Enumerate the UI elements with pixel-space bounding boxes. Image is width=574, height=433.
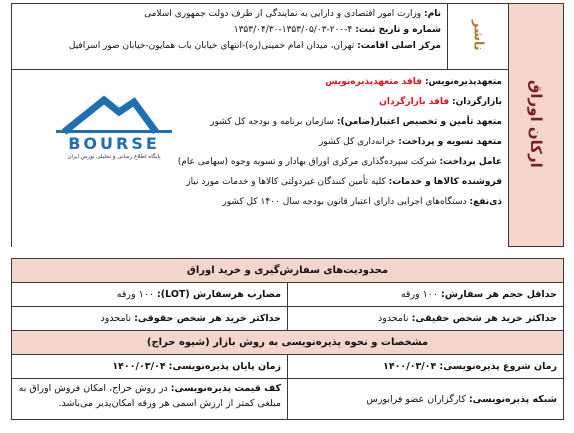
issuer-name-value: وزارت امور اقتصادی و دارایی به نمایندگی از طرف دولت جمهوری اسلامی — [144, 9, 422, 19]
seller-label: فروشنده کالاها و خدمات: — [388, 177, 502, 187]
max-legal-label: حداکثر خرید هر شخص حقوقی: — [134, 313, 281, 324]
issuer-reg-label: شماره و تاریخ ثبت: — [355, 25, 441, 35]
lot-cell — [12, 283, 288, 307]
limits-table — [11, 258, 564, 420]
floor-value: در روش حراج، امکان فروش اوراق به مبلغی کمتر از ارزش اسمی هر ورقه امکان‌پذیر می‌باشد. — [18, 383, 281, 409]
issuer-hq-label: مرکز اصلی اقامت: — [357, 41, 441, 51]
issuer-hq-value: تهران، میدان امام خمینی(ره)-انتهای خیابان باب همایون-خیابان صور اسرافیل — [68, 41, 355, 51]
guarantor-value: سازمان برنامه و بودجه کل کشور — [210, 117, 335, 127]
beneficiary-value: دستگاه‌های اجرایی دارای اعتبار قانون بودجه سال ۱۴۰۰ کل کشور — [222, 197, 467, 207]
end-value: ۱۴۰۰/۰۳/۰۴ — [112, 361, 166, 372]
agent-value: شرکت سپرده‌گذاری مرکزی اوراق بهادار و تسویه وجوه (سهامی عام) — [177, 157, 437, 167]
beneficiary-label: ذی‌نفع: — [469, 197, 502, 207]
lot-value: ۱۰۰ ورقه — [116, 289, 154, 300]
max-real-value: نامحدود — [377, 313, 409, 324]
start-cell — [288, 355, 564, 379]
network-value: کارگزاران عضو فرابورس — [366, 393, 466, 405]
max-real-cell — [288, 307, 564, 331]
elements-side-cell — [509, 4, 564, 247]
start-label: زمان شروع پذیره‌نویسی: — [439, 361, 557, 372]
logo-caption: پایگاه اطلاع رسانی و تحلیلی بورس ایران — [67, 154, 161, 160]
settlement-value: خزانه‌داری کل کشور — [318, 137, 396, 147]
bourse-logo — [44, 92, 184, 160]
issuer-reg-value: ۴-۲۰۰-۱۳۵۳/۰۵/۰۳-۱۳۵۳/۰۴/۳۰ — [233, 25, 353, 35]
lot-label: مضارب هرسفارش (LOT): — [156, 289, 281, 300]
min-order-value: ۱۰۰ ورقه — [400, 289, 438, 300]
max-legal-value: نامحدود — [100, 313, 132, 324]
marketmaker-label: بازارگردان: — [451, 97, 502, 107]
end-label: زمان پایان پذیره‌نویسی: — [168, 361, 281, 372]
bourse-logo-mark — [44, 92, 184, 160]
floor-label: کف قیمت پذیره‌نویسی: — [170, 383, 281, 394]
guarantor-label: متعهد تأمین و تخصیص اعتبار(ضامن): — [336, 117, 502, 127]
network-label: شبکه پذیره‌نویسی: — [468, 393, 557, 405]
issuer-side-cell — [448, 4, 509, 70]
logo-wordmark: BOURSE — [68, 134, 160, 153]
elements-side-label: ارکان اوراق — [527, 79, 545, 168]
limits-header: محدودیت‌های سفارش‌گیری و خرید اوراق — [12, 259, 564, 283]
min-order-label: حداقل حجم هر سفارش: — [441, 289, 557, 300]
min-order-cell — [288, 283, 564, 307]
end-cell — [12, 355, 288, 379]
settlement-label: متعهد تسویه و پرداخت: — [398, 137, 502, 147]
start-value: ۱۴۰۰/۰۳/۰۴ — [383, 361, 437, 372]
issuer-name-label: نام: — [424, 9, 441, 19]
issuer-side-label: ناشر — [470, 19, 486, 51]
max-real-label: حداکثر خرید هر شخص حقیقی: — [411, 313, 557, 324]
max-legal-cell — [12, 307, 288, 331]
underwriter-label: متعهدپذیره‌نویس: — [424, 77, 502, 87]
marketmaker-value: فاقد بازارگردان — [379, 97, 450, 107]
network-cell — [288, 379, 564, 420]
floor-cell — [12, 379, 288, 420]
subscription-header: مشخصات و نحوه پذیره‌نویسی به روش بازار (شیوه حراج) — [12, 331, 564, 355]
issuer-info-cell — [12, 4, 448, 70]
seller-value: کلیه تأمین کنندگان غیردولتی کالاها و خدمات مورد نیاز — [186, 177, 386, 187]
agent-label: عامل پرداخت: — [439, 157, 502, 167]
underwriter-value: فاقد متعهدپذیره‌نویس — [325, 77, 423, 87]
